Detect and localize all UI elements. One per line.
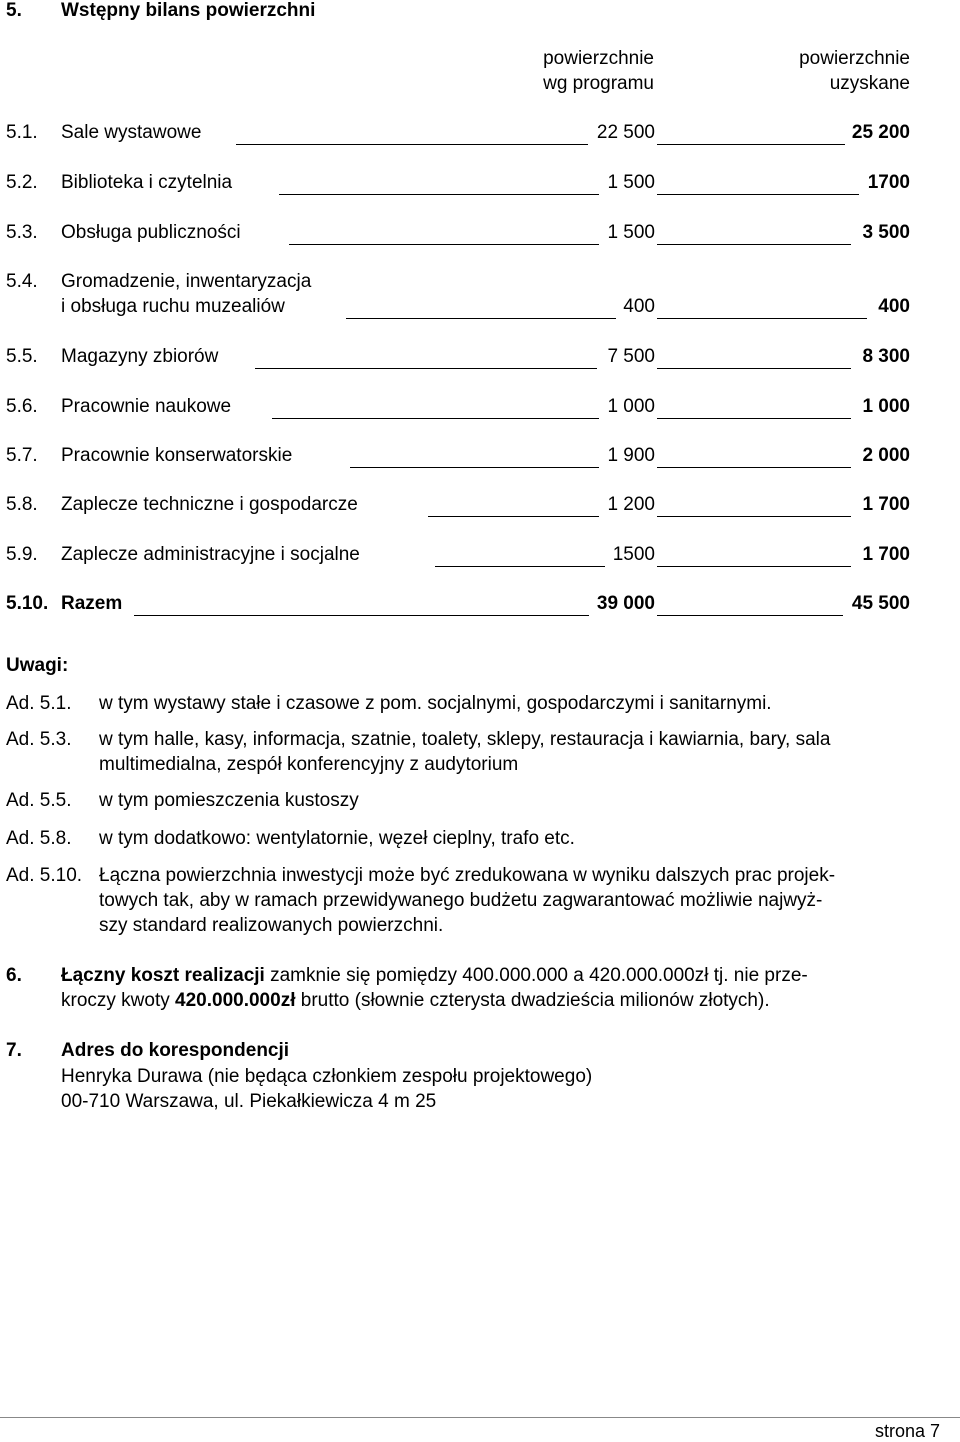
leader-line [657,418,851,419]
row-number: 5.2. [6,172,38,193]
page-number: strona 7 [874,1421,940,1441]
section-title: Wstępny bilans powierzchni [61,0,316,21]
area-program-value: 1 500 [607,222,655,243]
row-number: 5.8. [6,494,38,515]
column-header-obtained: powierzchnie uzyskane [799,48,910,94]
note-text: Łączna powierzchnia inwestycji może być zredukowana w wyniku dalszych prac projek- [99,865,836,886]
leader-line [657,244,851,245]
area-obtained-value: 25 200 [851,122,910,143]
note-text: w tym pomieszczenia kustoszy [99,790,359,811]
row-label: Obsługa publiczności [61,222,241,243]
row-number: 5.1. [6,122,38,143]
note-label: Ad. 5.1. [6,693,72,714]
area-obtained-value: 2 000 [862,445,910,466]
total-obtained-value: 45 500 [851,593,910,614]
area-program-value: 1 000 [607,396,655,417]
row-label: Sale wystawowe [61,122,202,143]
cost-paragraph-line1: Łączny koszt realizacji zamknie się pomiędzy 400.000.000 a 420.000.000zł tj. nie prze- [61,965,808,986]
leader-line [272,418,599,419]
leader-line [657,368,851,369]
leader-line [346,318,616,319]
row-number: 5.3. [6,222,38,243]
row-label: Pracownie naukowe [61,396,232,417]
row-label: Zaplecze techniczne i gospodarcze [61,494,358,515]
notes-heading: Uwagi: [6,655,69,676]
section-title: Adres do korespondencji [61,1040,290,1061]
total-label: Razem [61,593,123,614]
row-number: 5.9. [6,544,38,565]
leader-line [657,318,867,319]
area-program-value: 1 500 [607,172,655,193]
leader-line [428,516,599,517]
area-obtained-value: 3 500 [862,222,910,243]
note-text: w tym dodatkowo: wentylatornie, węzeł cieplny, trafo etc. [99,828,575,849]
leader-line [657,516,851,517]
leader-line [255,368,597,369]
note-label: Ad. 5.5. [6,790,72,811]
cost-paragraph-line2: kroczy kwoty 420.000.000zł brutto (słownie czterysta dwadzieścia milionów złotych). [61,990,770,1011]
leader-line [134,615,589,616]
column-header-program: powierzchnie wg programu [543,48,654,94]
note-text: w tym halle, kasy, informacja, szatnie, toalety, sklepy, restauracja i kawiarnia, bary, sala [99,729,831,750]
leader-line [289,244,599,245]
leader-line [657,144,845,145]
cost-heading: Łączny koszt realizacji [61,965,265,986]
area-program-value: 400 [623,296,655,317]
row-number: 5.7. [6,445,38,466]
area-obtained-value: 1 700 [862,494,910,515]
address-street: 00-710 Warszawa, ul. Piekałkiewicza 4 m 25 [61,1091,437,1112]
area-obtained-value: 1700 [867,172,910,193]
row-number: 5.6. [6,396,38,417]
area-obtained-value: 1 700 [862,544,910,565]
leader-line [657,194,859,195]
note-label: Ad. 5.3. [6,729,72,750]
leader-line [657,615,843,616]
section-number: 5. [6,0,22,21]
note-text-continuation: szy standard realizowanych powierzchni. [99,915,444,936]
area-program-value: 1 200 [607,494,655,515]
row-label: Magazyny zbiorów [61,346,219,367]
leader-line [657,467,851,468]
footer-divider [0,1417,960,1418]
note-text: w tym wystawy stałe i czasowe z pom. socjalnymi, gospodarczymi i sanitarnymi. [99,693,772,714]
row-label-continuation: i obsługa ruchu muzealiów [61,296,285,317]
row-label: Biblioteka i czytelnia [61,172,233,193]
area-program-value: 1500 [612,544,655,565]
note-text-continuation: towych tak, aby w ramach przewidywanego budżetu zagwarantować możliwie najwyż- [99,890,823,911]
section-number: 6. [6,965,22,986]
area-program-value: 1 900 [607,445,655,466]
leader-line [435,566,605,567]
leader-line [350,467,599,468]
row-number: 5.10. [6,593,49,614]
cost-amount: 420.000.000zł [175,990,296,1011]
row-label: Zaplecze administracyjne i socjalne [61,544,360,565]
row-number: 5.4. [6,271,38,292]
note-text-continuation: multimedialna, zespół konferencyjny z audytorium [99,754,519,775]
note-label: Ad. 5.10. [6,865,83,886]
area-program-value: 7 500 [607,346,655,367]
row-label: Gromadzenie, inwentaryzacja [61,271,312,292]
leader-line [236,144,588,145]
leader-line [279,194,599,195]
leader-line [657,566,851,567]
section-number: 7. [6,1040,22,1061]
area-obtained-value: 8 300 [862,346,910,367]
area-program-value: 22 500 [596,122,655,143]
area-obtained-value: 400 [878,296,910,317]
row-label: Pracownie konserwatorskie [61,445,293,466]
address-name: Henryka Durawa (nie będąca członkiem zespołu projektowego) [61,1066,593,1087]
row-number: 5.5. [6,346,38,367]
area-obtained-value: 1 000 [862,396,910,417]
note-label: Ad. 5.8. [6,828,72,849]
total-program-value: 39 000 [596,593,655,614]
